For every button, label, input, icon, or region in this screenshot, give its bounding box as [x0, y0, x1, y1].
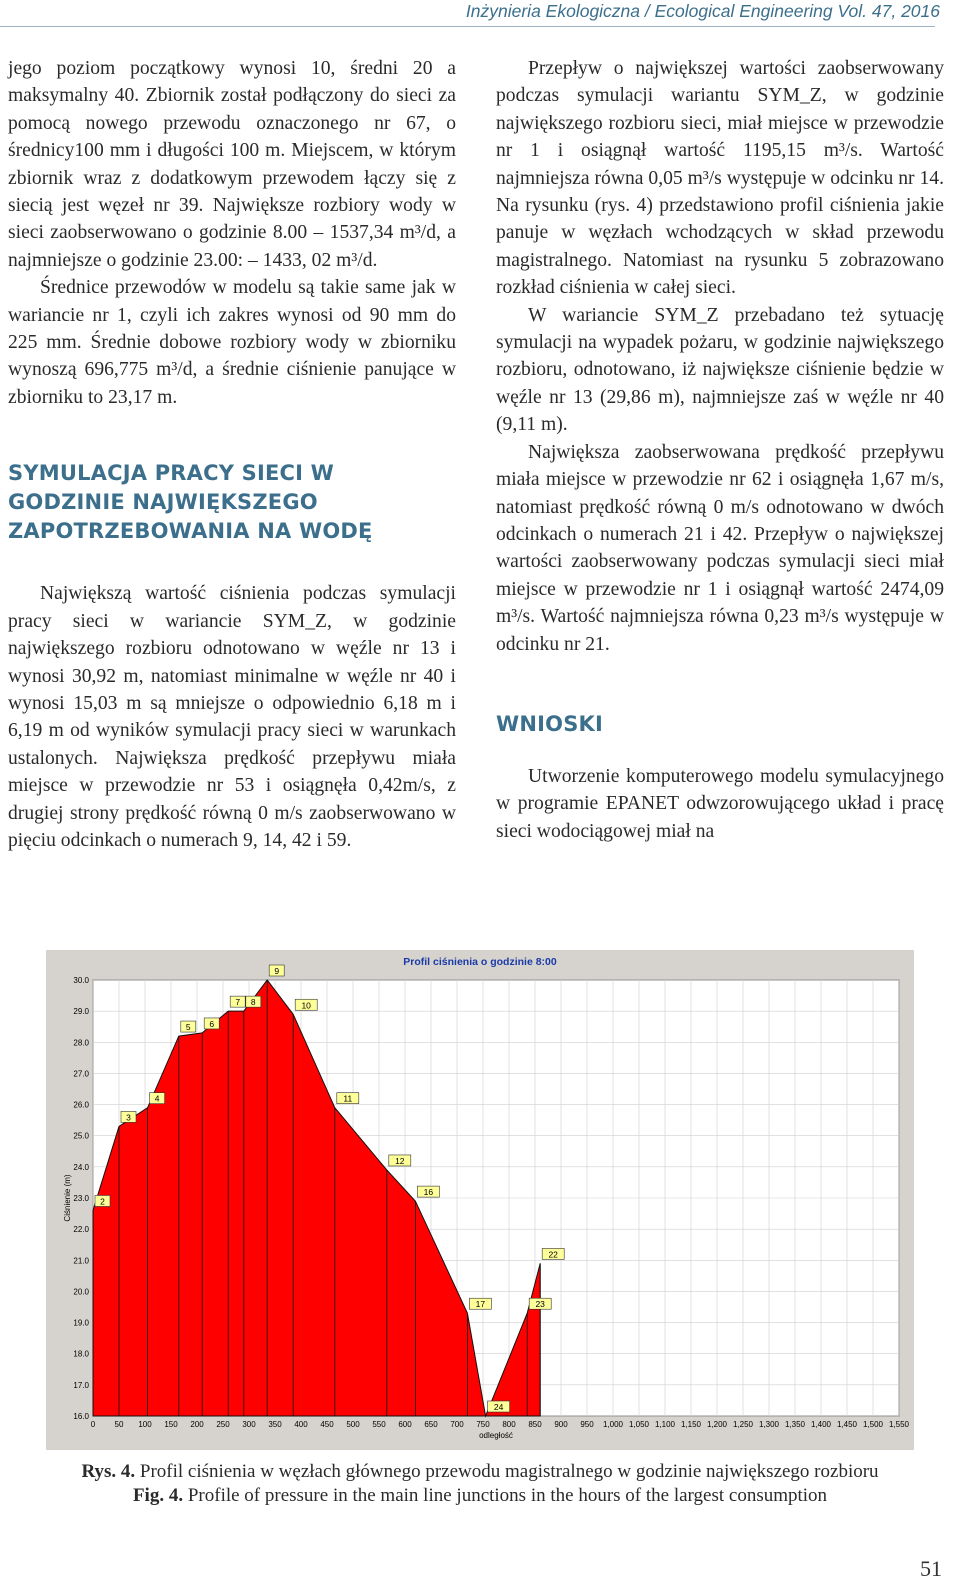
node-label: 6 [209, 1018, 215, 1029]
y-tick-label: 29.0 [73, 1007, 89, 1017]
node-label: 9 [274, 966, 280, 976]
section-heading-simulation: SYMULACJA PRACY SIECI W GODZINIE NAJWIĘKSZEGO ZAPOTRZEBOWANIA NA WODĘ [8, 461, 373, 544]
x-tick-label: 150 [164, 1420, 178, 1429]
x-tick-label: 1,100 [654, 1420, 676, 1429]
x-tick-label: 850 [528, 1420, 542, 1429]
x-tick-label: 200 [190, 1420, 204, 1429]
chart-title: Profil ciśnienia o godzinie 8:00 [403, 956, 557, 968]
running-header: Inżynieria Ekologiczna / Ecological Engineering Vol. 47, 2016 [465, 1, 940, 21]
node-label: 22 [548, 1249, 558, 1260]
node-label: 12 [395, 1155, 405, 1166]
left-paragraph-1: jego poziom początkowy wynosi 10, średni 20 a maksymalny 40. Zbiornik został podłączony do sieci za pomocą nowego przewodu oznaczonego nr 67, o średnicy100 mm i długości 100 m. Miejscem, w którym zbiornik wraz z dodatkowym przewodem łączy się z siecią jest węzeł nr 39. Największe rozbiory wody w sieci zaobserwowano o godzinie 8.00 – 1537,34 m³/d, a najmniejsze o godzinie 23.00: – 1433, 02 m³/d. [8, 58, 456, 271]
y-tick-label: 21.0 [73, 1256, 89, 1266]
pressure-profile-chart [46, 950, 914, 1450]
node-label: 16 [423, 1187, 434, 1198]
x-tick-label: 1,050 [628, 1420, 650, 1429]
y-tick-label: 20.0 [73, 1287, 89, 1297]
y-tick-label: 27.0 [73, 1069, 89, 1079]
x-tick-label: 600 [398, 1420, 412, 1429]
x-tick-label: 1,200 [706, 1420, 728, 1429]
x-tick-label: 350 [268, 1420, 282, 1429]
x-tick-label: 550 [372, 1420, 386, 1429]
x-tick-label: 1,250 [732, 1420, 754, 1429]
node-label: 5 [185, 1022, 191, 1033]
x-tick-label: 50 [114, 1420, 124, 1429]
section-heading-conclusions: WNIOSKI [496, 711, 604, 736]
x-tick-label: 800 [502, 1420, 516, 1429]
y-tick-label: 16.0 [73, 1412, 89, 1421]
x-tick-label: 1,350 [784, 1420, 806, 1429]
caption-pl-text: Profil ciśnienia w węzłach głównego przewodu magistralnego w godzinie największego rozbioru [139, 1461, 879, 1482]
x-tick-label: 1,500 [862, 1420, 884, 1429]
y-tick-label: 17.0 [73, 1380, 89, 1390]
x-tick-label: 1,300 [758, 1420, 780, 1429]
y-tick-label: 22.0 [73, 1225, 89, 1235]
page-number: 51 [920, 1556, 942, 1581]
caption-pl-label: Rys. 4. [81, 1461, 136, 1482]
y-tick-label: 23.0 [73, 1194, 89, 1203]
y-tick-label: 25.0 [73, 1131, 89, 1141]
x-tick-label: 450 [320, 1420, 334, 1429]
x-tick-label: 300 [242, 1420, 256, 1429]
x-tick-label: 1,450 [836, 1420, 858, 1429]
node-label: 4 [154, 1093, 160, 1104]
node-label: 24 [493, 1402, 504, 1412]
node-label: 11 [343, 1093, 353, 1104]
caption-en-text: Profile of pressure in the main line junctions in the hours of the largest consumption [187, 1485, 828, 1506]
left-paragraph-2: Średnice przewodów w modelu są takie same jak w wariancie nr 1, czyli ich zakres wynosi od 90 mm do 225 mm. Średnie dobowe rozbiory wody w zbiorniku wynoszą 696,775 m³/d, a średnie ciśnienie panujące w zbiorniku to 23,17 m. [8, 277, 456, 408]
y-tick-label: 26.0 [73, 1100, 89, 1110]
node-label: 8 [250, 997, 256, 1008]
x-tick-label: 900 [554, 1420, 568, 1429]
x-tick-label: 0 [90, 1420, 96, 1429]
y-axis-label: Ciśnienie (m) [63, 1174, 72, 1222]
y-tick-label: 18.0 [73, 1349, 89, 1359]
x-axis-label: odległość [479, 1431, 513, 1440]
figure-caption-pl [0, 1461, 960, 1483]
node-label: 7 [235, 997, 241, 1008]
x-tick-label: 250 [216, 1420, 230, 1429]
node-label: 23 [535, 1299, 545, 1310]
right-paragraph-1: Przepływ o największej wartości zaobserwowany podczas symulacji wariantu SYM_Z, w godzinie największego rozbioru sieci, miał miejsce w przewodzie nr 1 i osiągnął wartość 1195,15 m³/s. Wartość najmniejsza równa 0,05 m³/s występuje w odcinku nr 14. Na rysunku (rys. 4) przedstawiono profil ciśnienia jakie panuje w węzłach wchodzących w skład przewodu magistralnego. Natomiast na rysunku 5 zobrazowano rozkład ciśnienia w całej sieci. [496, 58, 944, 299]
caption-en-label: Fig. 4. [132, 1485, 184, 1506]
right-column [496, 55, 944, 845]
figure-caption-en [0, 1485, 960, 1507]
left-column [8, 55, 456, 854]
x-tick-label: 1,150 [680, 1420, 702, 1429]
x-tick-label: 700 [450, 1420, 464, 1429]
x-tick-label: 650 [424, 1420, 438, 1429]
node-label: 2 [100, 1196, 105, 1207]
node-label: 3 [126, 1112, 131, 1123]
header-rule [0, 26, 935, 27]
y-tick-label: 24.0 [73, 1162, 89, 1172]
x-tick-label: 950 [580, 1420, 594, 1429]
y-tick-label: 30.0 [73, 976, 89, 985]
node-label: 10 [301, 1000, 311, 1011]
right-paragraph-4: Utworzenie komputerowego modelu symulacyjnego w programie EPANET odwzorowującego układ i pracę sieci wodociągowej miał na [496, 765, 944, 842]
x-tick-label: 1,000 [602, 1420, 624, 1429]
right-paragraph-3: Największa zaobserwowana prędkość przepływu miała miejsce w przewodzie nr 62 i osiągnęła 1,67 m/s, natomiast prędkość równą 0 m/s odnotowano w dwóch odcinkach o numerach 21 i 42. Przepływ o największej wartości zaobserwowany podczas symulacji sieci miał miejsce w przewodzie nr 1 i osiągnął wartość 2474,09 m³/s. Wartość najmniejsza równa 0,23 m³/s występuje w odcinku nr 21. [496, 441, 944, 655]
x-tick-label: 1,400 [810, 1420, 832, 1429]
y-tick-label: 19.0 [73, 1318, 89, 1328]
x-tick-label: 750 [476, 1420, 490, 1429]
node-label: 17 [475, 1299, 486, 1310]
y-tick-label: 28.0 [73, 1038, 89, 1048]
right-paragraph-2: W wariancie SYM_Z przebadano też sytuację symulacji na wypadek pożaru, w godzinie największego rozbioru, odnotowano, iż największe ciśnienie będzie w węźle nr 13 (29,86 m), najmniejsze zaś w węźle nr 40 (9,11 m). [496, 304, 944, 436]
left-paragraph-3: Największą wartość ciśnienia podczas symulacji pracy sieci w wariancie SYM_Z, w godzinie największego rozbioru odnotowano w węźle nr 13 i wynosi 30,92 m, natomiast minimalne w węźle nr 40 i wynosi 15,03 m są mniejsze o odpowiednio 6,18 m i 6,19 m od wyników symulacji pracy sieci w warunkach ustalonych. Największa prędkość przepływu miała miejsce w przewodzie nr 53 i osiągnęła 0,42m/s, z drugiej strony prędkość równą 0 m/s zaobserwowano w pięciu odcinkach o numerach 9, 14, 42 i 59. [8, 583, 456, 851]
x-tick-label: 100 [138, 1420, 152, 1429]
x-tick-label: 1,550 [888, 1420, 910, 1429]
x-tick-label: 400 [294, 1420, 308, 1429]
x-tick-label: 500 [346, 1420, 360, 1429]
